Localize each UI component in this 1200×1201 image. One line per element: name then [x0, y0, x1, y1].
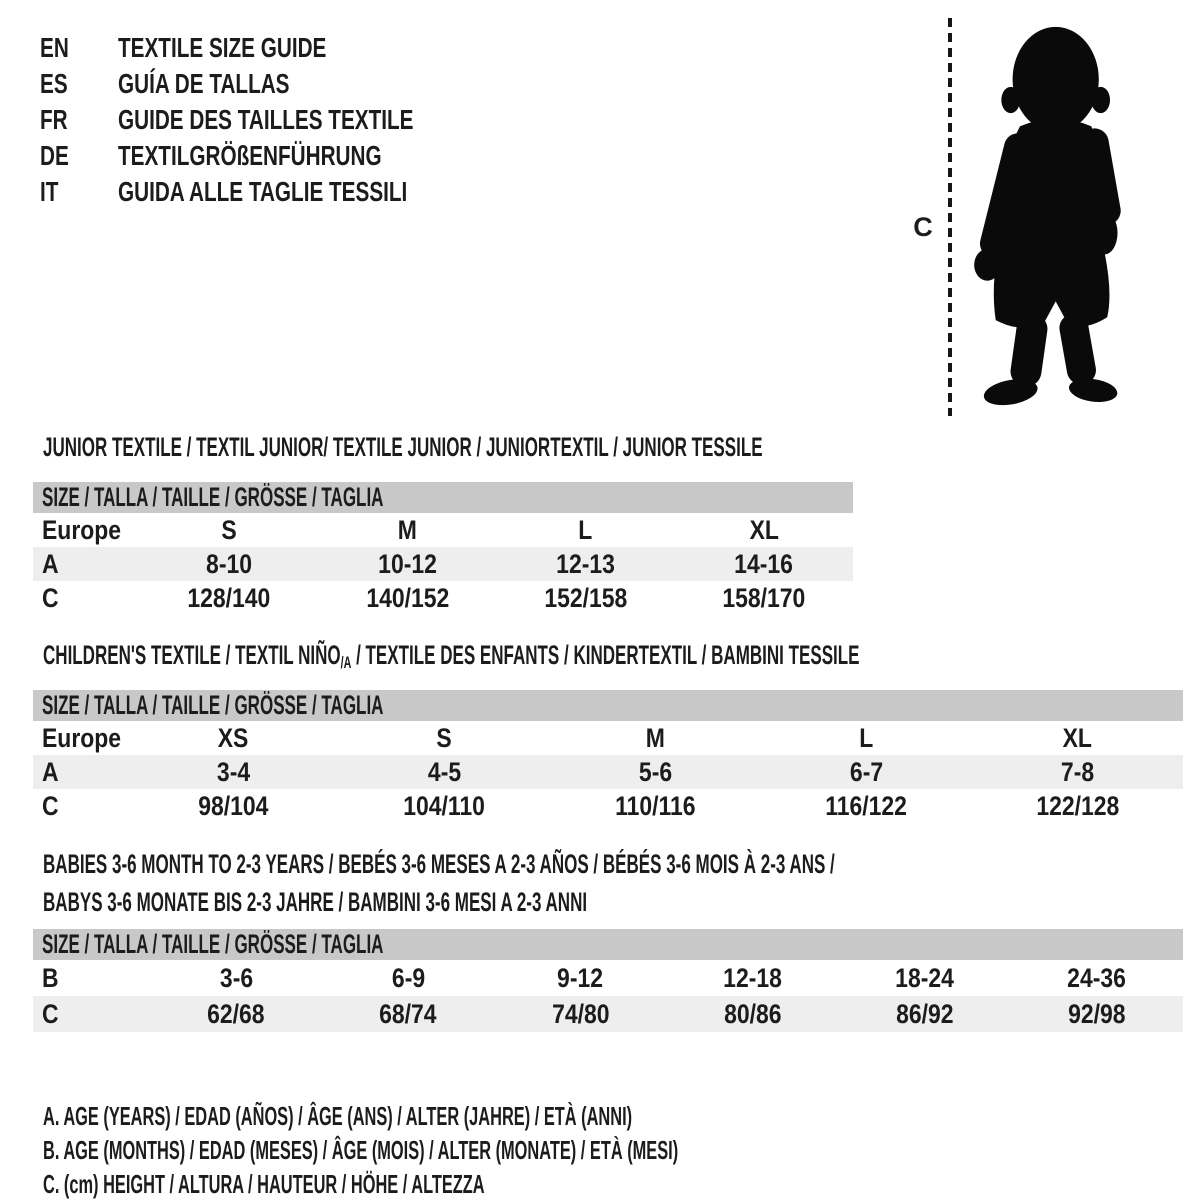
row-label-cell: C: [42, 582, 59, 613]
table-row: [33, 755, 1183, 789]
size-cell: XL: [749, 514, 779, 545]
height-cell: 128/140: [187, 582, 271, 613]
note-age-months: B. AGE (MONTHS) / EDAD (MESES) / ÂGE (MOIS) / ALTER (MONATE) / ETÀ (MESI): [43, 1134, 679, 1165]
language-code: IT: [40, 176, 59, 207]
age-cell: 14-16: [734, 548, 794, 579]
guide-title-en: TEXTILE SIZE GUIDE: [118, 32, 327, 63]
age-cell: 5-6: [638, 756, 673, 787]
size-cell: L: [578, 514, 593, 545]
language-row-de: [40, 138, 517, 174]
height-cell: 140/152: [365, 582, 449, 613]
table-row: [33, 547, 853, 581]
age-cell: 4-5: [427, 756, 462, 787]
babies-heading-line1: BABIES 3-6 MONTH TO 2-3 YEARS / BEBÉS 3-6 MESES A 2-3 AÑOS / BÉBÉS 3-6 MOIS À 2-3 ANS /: [43, 849, 835, 879]
children-section-heading: [43, 641, 1200, 673]
row-label-cell: A: [42, 548, 59, 579]
table-row: [33, 960, 1183, 996]
height-cell: 110/116: [615, 790, 696, 821]
guide-title-es: GUÍA DE TALLAS: [118, 68, 290, 99]
height-cell: 104/110: [403, 790, 486, 821]
table-row: [33, 581, 853, 615]
height-cell: 116/122: [825, 790, 908, 821]
toddler-silhouette-icon: [962, 14, 1140, 422]
age-cell: 6-7: [849, 756, 884, 787]
table-row: [33, 789, 1183, 823]
size-cell: M: [645, 722, 666, 753]
age-cell: 6-9: [391, 962, 425, 993]
language-code: DE: [40, 140, 69, 171]
row-label-cell: Europe: [42, 722, 122, 753]
children-size-table: [33, 690, 1183, 823]
age-cell: 12-18: [723, 962, 782, 993]
children-heading-text: CHILDREN'S TEXTILE / TEXTIL NIÑO: [43, 640, 341, 670]
children-heading-subscript: /A: [340, 653, 352, 672]
size-cell: XL: [1062, 722, 1093, 753]
height-cell: 92/98: [1068, 998, 1126, 1029]
table-row: [33, 721, 1183, 755]
height-measure-label: C: [913, 212, 933, 242]
language-row-fr: [40, 102, 517, 138]
junior-section-heading: JUNIOR TEXTILE / TEXTIL JUNIOR/ TEXTILE JUNIOR / JUNIORTEXTIL / JUNIOR TESSILE: [43, 432, 763, 462]
babies-size-table: [33, 929, 1183, 1032]
legend-notes: [43, 1099, 1051, 1201]
age-cell: 3-6: [219, 962, 253, 993]
age-cell: 10-12: [378, 548, 437, 579]
size-cell: L: [859, 722, 874, 753]
note-height-cm: C. (cm) HEIGHT / ALTURA / HAUTEUR / HÖHE / ALTEZZA: [43, 1168, 485, 1199]
size-cell: S: [436, 722, 453, 753]
row-label-cell: C: [42, 998, 59, 1029]
height-cell: 122/128: [1036, 790, 1119, 821]
height-cell: 152/158: [544, 582, 628, 613]
row-label-cell: Europe: [42, 514, 122, 545]
size-header-bar: SIZE / TALLA / TAILLE / GRÖSSE / TAGLIA: [33, 482, 853, 513]
table-row: [33, 996, 1183, 1032]
language-title-list: [40, 30, 517, 210]
guide-title-fr: GUIDE DES TAILLES TEXTILE: [118, 104, 414, 135]
size-cell: XS: [218, 722, 249, 753]
height-cell: 62/68: [207, 998, 265, 1029]
height-cell: 86/92: [895, 998, 954, 1029]
language-row-it: [40, 174, 517, 210]
language-code: ES: [40, 68, 68, 99]
babies-heading-line2: BABYS 3-6 MONATE BIS 2-3 JAHRE / BAMBINI 3-6 MESI A 2-3 ANNI: [43, 887, 588, 917]
height-cell: 80/86: [723, 998, 782, 1029]
language-code: EN: [40, 32, 69, 63]
guide-title-it: GUIDA ALLE TAGLIE TESSILI: [118, 176, 408, 207]
age-cell: 24-36: [1067, 962, 1127, 993]
age-cell: 9-12: [557, 962, 604, 993]
age-cell: 3-4: [216, 756, 251, 787]
row-label-cell: C: [42, 790, 59, 821]
note-age-years: A. AGE (YEARS) / EDAD (AÑOS) / ÂGE (ANS) / ALTER (JAHRE) / ETÀ (ANNI): [43, 1100, 633, 1131]
height-measure-dashed-line: [948, 18, 952, 416]
language-row-es: [40, 66, 517, 102]
age-cell: 8-10: [206, 548, 253, 579]
height-cell: 74/80: [551, 998, 610, 1029]
children-heading-text: / TEXTILE DES ENFANTS / KINDERTEXTIL / BAMBINI TESSILE: [351, 640, 860, 670]
height-cell: 68/74: [379, 998, 437, 1029]
babies-section-heading: [43, 845, 1200, 921]
height-cell: 158/170: [722, 582, 806, 613]
language-code: FR: [40, 104, 68, 135]
height-cell: 98/104: [198, 790, 269, 821]
size-cell: M: [397, 514, 417, 545]
table-row: [33, 513, 853, 547]
junior-size-table: [33, 482, 853, 615]
age-cell: 12-13: [556, 548, 615, 579]
guide-title-de: TEXTILGRÖßENFÜHRUNG: [118, 140, 382, 171]
age-cell: 18-24: [895, 962, 955, 993]
size-header-bar: SIZE / TALLA / TAILLE / GRÖSSE / TAGLIA: [33, 929, 1183, 960]
size-cell: S: [221, 514, 237, 545]
age-cell: 7-8: [1060, 756, 1095, 787]
size-header-bar: SIZE / TALLA / TAILLE / GRÖSSE / TAGLIA: [33, 690, 1183, 721]
row-label-cell: B: [42, 962, 59, 993]
language-row-en: [40, 30, 517, 66]
row-label-cell: A: [42, 756, 59, 787]
